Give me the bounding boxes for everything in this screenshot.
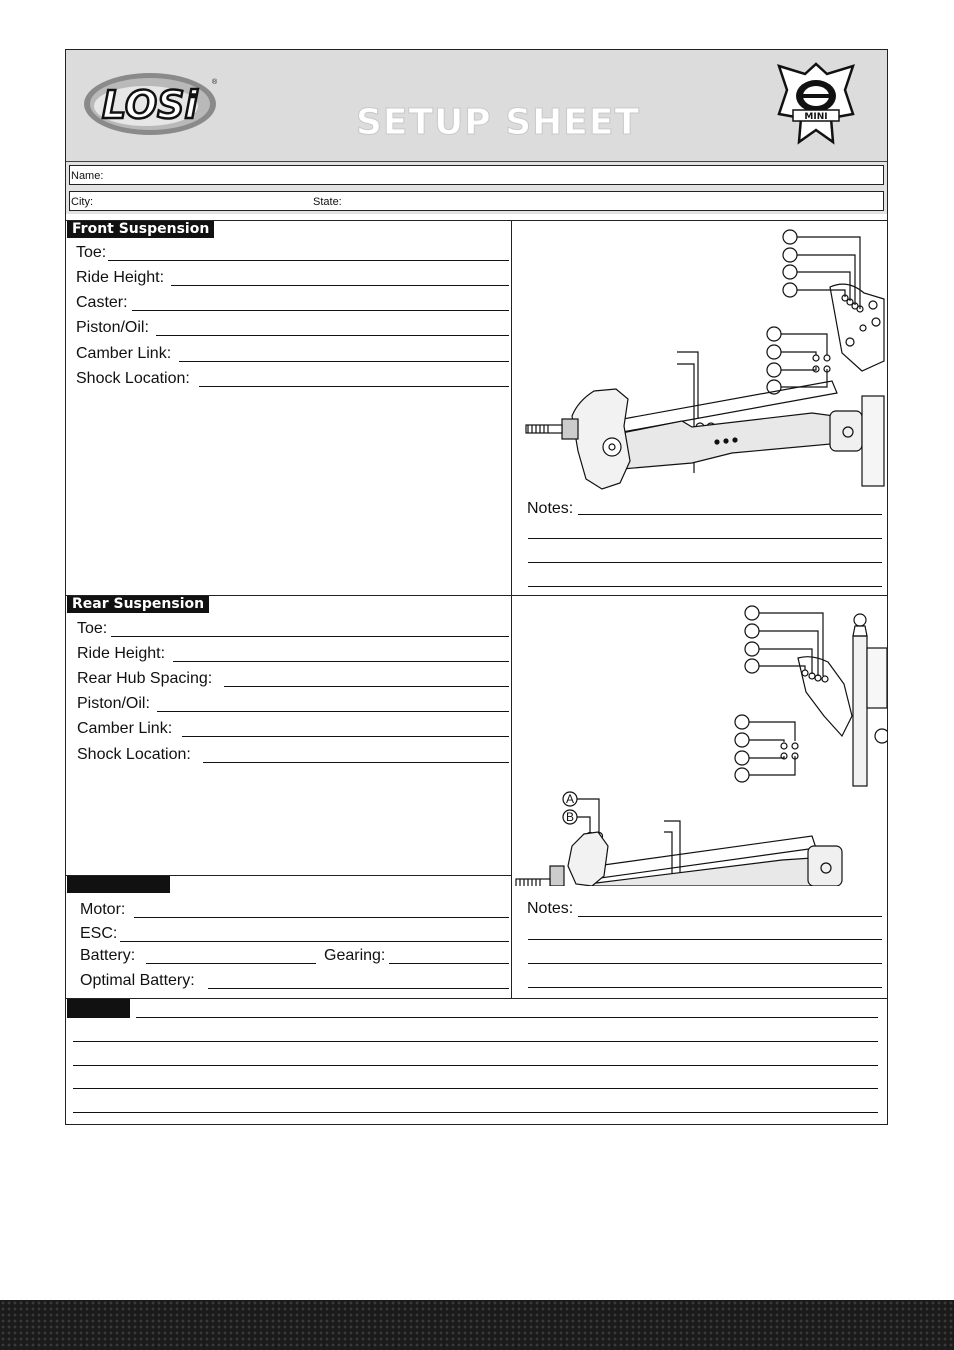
comments-title: [67, 999, 130, 1018]
rear-suspension-title: Rear Suspension: [67, 596, 209, 613]
name-label: Name:: [71, 170, 104, 182]
city-state-field[interactable]: [69, 191, 884, 211]
motor-line[interactable]: [134, 917, 509, 918]
rear-piston-oil-label: Piston/Oil:: [77, 695, 150, 712]
rear-shock-location-line[interactable]: [203, 762, 509, 763]
gearing-label: Gearing:: [324, 947, 386, 964]
front-notes-line-1[interactable]: [578, 514, 882, 515]
gearing-line[interactable]: [389, 963, 509, 964]
electronics-title: [67, 876, 170, 893]
comments-line-5[interactable]: [73, 1112, 878, 1113]
front-piston-oil-label: Piston/Oil:: [76, 319, 149, 336]
mini-logo: [771, 60, 861, 148]
comments-line-4[interactable]: [73, 1088, 878, 1089]
optimal-battery-line[interactable]: [208, 988, 509, 989]
comments-line-1[interactable]: [136, 1017, 878, 1018]
rear-piston-oil-line[interactable]: [157, 711, 509, 712]
rear-notes-line-3[interactable]: [528, 963, 882, 964]
rear-ride-height-line[interactable]: [173, 661, 509, 662]
optimal-battery-label: Optimal Battery:: [80, 972, 195, 989]
rear-notes-line-1[interactable]: [578, 916, 882, 917]
page-title: SETUP SHEET: [356, 102, 641, 143]
front-ride-height-label: Ride Height:: [76, 269, 165, 286]
front-notes-label: Notes:: [527, 500, 574, 517]
rear-toe-label: Toe:: [77, 620, 108, 637]
battery-line[interactable]: [146, 963, 316, 964]
front-notes-line-3[interactable]: [528, 562, 882, 563]
front-caster-label: Caster:: [76, 294, 128, 311]
front-camber-link-label: Camber Link:: [76, 345, 172, 362]
front-notes-line-4[interactable]: [528, 586, 882, 587]
front-shock-location-line[interactable]: [199, 386, 509, 387]
front-toe-line[interactable]: [108, 260, 509, 261]
rear-toe-line[interactable]: [111, 636, 509, 637]
comments-line-3[interactable]: [73, 1065, 878, 1066]
name-bar: [66, 162, 887, 188]
rear-shock-location-label: Shock Location:: [77, 746, 191, 763]
front-notes-line-2[interactable]: [528, 538, 882, 539]
setup-sheet: [65, 49, 888, 1125]
esc-line[interactable]: [120, 941, 509, 942]
front-toe-label: Toe:: [76, 244, 107, 261]
rear-ride-height-label: Ride Height:: [77, 645, 166, 662]
front-ride-height-line[interactable]: [171, 285, 509, 286]
battery-label: Battery:: [80, 947, 136, 964]
svg-text:LOSi: LOSi: [102, 83, 198, 127]
rear-notes-line-2[interactable]: [528, 939, 882, 940]
rear-hub-spacing-line[interactable]: [224, 686, 509, 687]
front-camber-link-line[interactable]: [179, 361, 509, 362]
footer-texture-band: [0, 1300, 954, 1350]
rear-notes-line-4[interactable]: [528, 987, 882, 988]
rear-camber-link-label: Camber Link:: [77, 720, 173, 737]
svg-text:MINI: MINI: [804, 112, 828, 122]
front-caster-line[interactable]: [132, 310, 509, 311]
city-label: City:: [71, 196, 93, 208]
front-suspension-diagram: [512, 221, 887, 496]
city-state-bar: [66, 188, 887, 214]
rear-notes-label: Notes:: [527, 900, 574, 917]
front-shock-location-label: Shock Location:: [76, 370, 190, 387]
front-piston-oil-line[interactable]: [156, 335, 509, 336]
comments-line-2[interactable]: [73, 1041, 878, 1042]
rear-hub-spacing-label: Rear Hub Spacing:: [77, 670, 213, 687]
losi-logo: [82, 68, 222, 138]
rear-camber-link-line[interactable]: [182, 736, 509, 737]
motor-label: Motor:: [80, 901, 126, 918]
hub-position-b-label: B: [565, 810, 575, 824]
name-field[interactable]: [69, 165, 884, 185]
svg-text:®: ®: [212, 79, 218, 86]
rear-suspension-diagram: [512, 596, 887, 886]
hub-position-a-label: A: [565, 792, 575, 806]
front-suspension-title: Front Suspension: [67, 221, 214, 238]
header-banner: [66, 50, 887, 162]
state-label: State:: [313, 196, 342, 208]
esc-label: ESC:: [80, 925, 118, 942]
